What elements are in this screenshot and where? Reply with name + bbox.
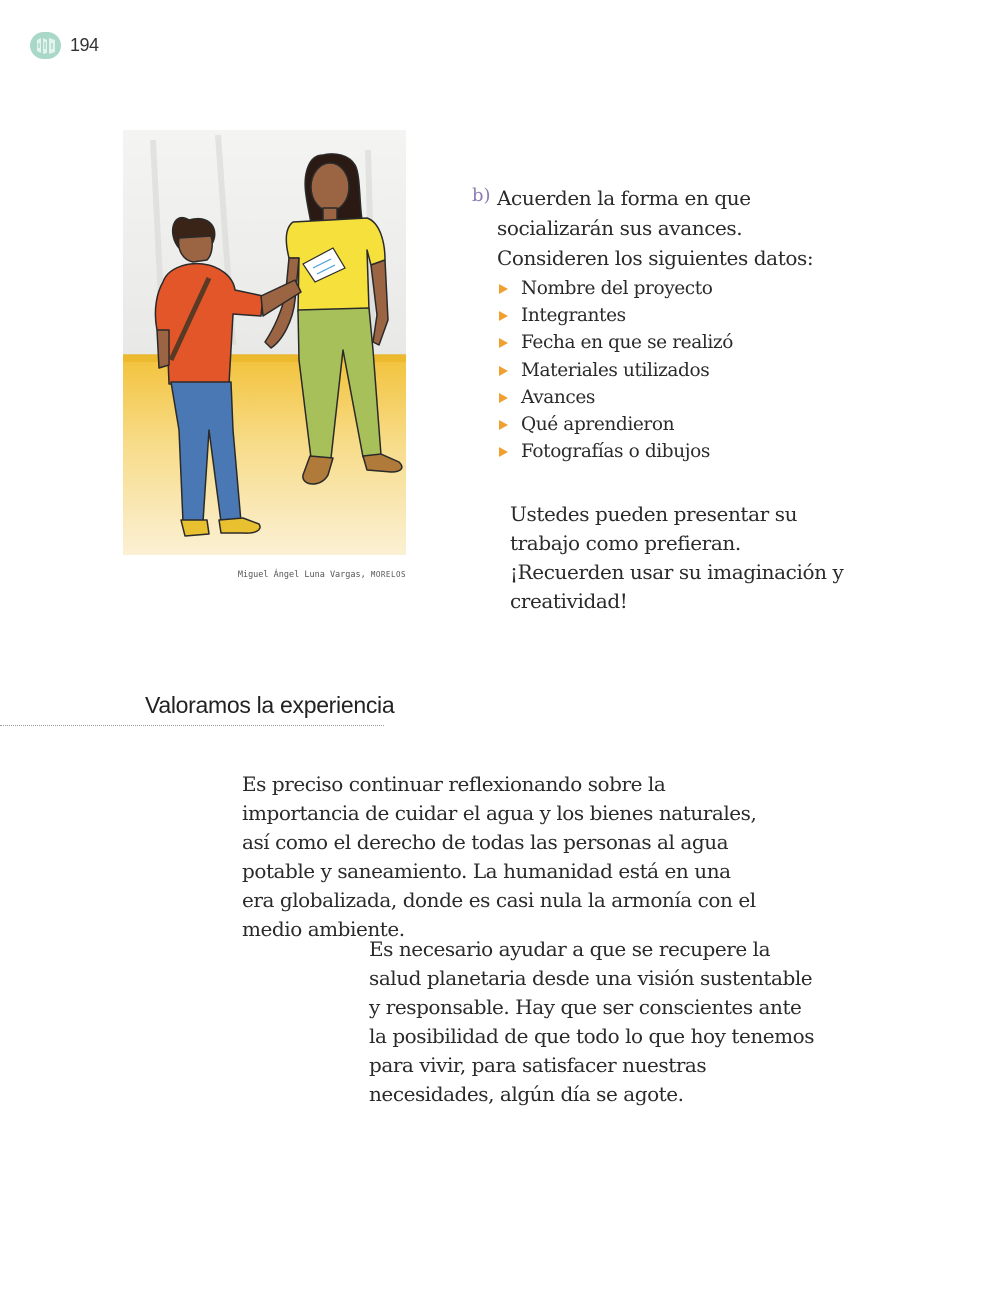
list-item: Integrantes: [497, 302, 852, 329]
item-marker: b): [472, 185, 491, 206]
triangle-bullet-icon: [499, 420, 508, 430]
shield-logo-icon: [30, 32, 61, 59]
triangle-bullet-icon: [499, 311, 508, 321]
page-number: 194: [70, 35, 99, 55]
section-divider: [0, 725, 384, 726]
list-item: Nombre del proyecto: [497, 275, 852, 302]
closing-text: Ustedes pueden presentar su trabajo como prefieran. ¡Recuerden usar su imaginación y creatividad!: [510, 502, 844, 613]
list-item: Fotografías o dibujos: [497, 438, 852, 465]
data-checklist: [497, 275, 852, 465]
activity-item-b: [472, 183, 852, 465]
list-item: Fecha en que se realizó: [497, 329, 852, 356]
illustration-credit: [123, 570, 406, 580]
credit-state: MORELOS: [370, 570, 406, 579]
triangle-bullet-icon: [499, 338, 508, 348]
credit-name: Miguel Ángel Luna Vargas,: [237, 570, 366, 580]
paragraph-reflection: Es preciso continuar reflexionando sobre la importancia de cuidar el agua y los bienes naturales, así como el derecho de todas las personas al agua potable y saneamiento. La humanidad está en una era globalizada, donde es casi nula la armonía con el medio ambiente.: [242, 772, 757, 941]
paragraph-sustainability: Es necesario ayudar a que se recupere la salud planetaria desde una visión sustentable y responsable. Hay que ser conscientes ante la posibilidad de que todo lo que hoy tenemos para vivir, para satisfacer nuestras necesidades, algún día se agote.: [369, 937, 815, 1106]
triangle-bullet-icon: [499, 366, 508, 376]
triangle-bullet-icon: [499, 447, 508, 457]
triangle-bullet-icon: [499, 393, 508, 403]
section-title: Valoramos la experiencia: [145, 692, 395, 718]
list-item: Materiales utilizados: [497, 357, 852, 384]
page-header: [30, 32, 99, 59]
list-item: Qué aprendieron: [497, 411, 852, 438]
triangle-bullet-icon: [499, 284, 508, 294]
two-students-illustration: [123, 130, 406, 555]
item-b-instruction: Acuerden la forma en que socializarán sus avances. Consideren los siguientes datos:: [497, 186, 814, 270]
list-item: Avances: [497, 384, 852, 411]
